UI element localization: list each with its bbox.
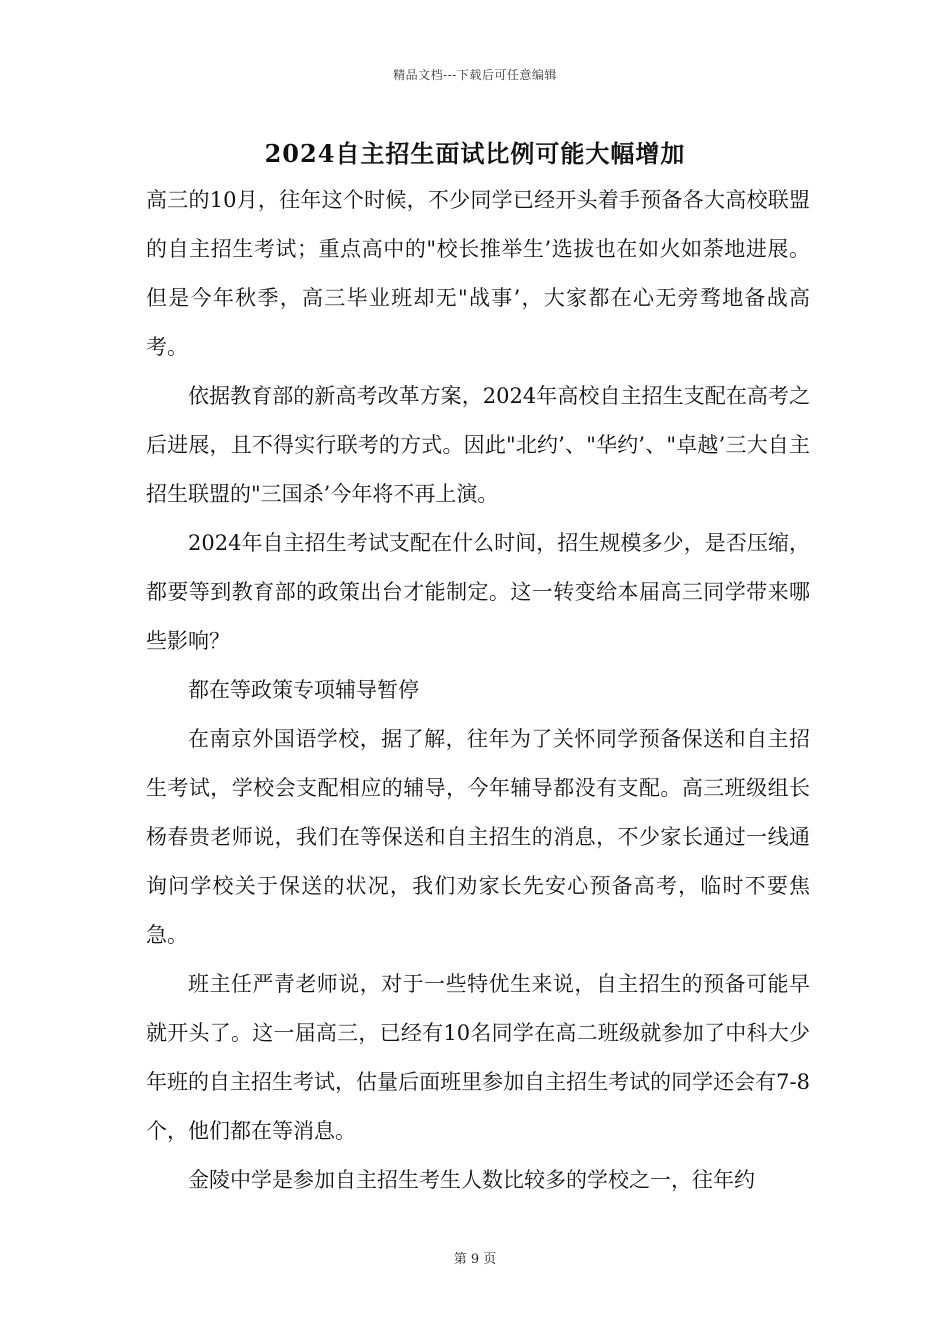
page-number: 第 9 页	[453, 1252, 497, 1267]
paragraph-2: 依据教育部的新高考改革方案，2024年高校自主招生支配在高考之后进展，且不得实行联考的方式。因此"北约’、"华约’、"卓越’三大自主招生联盟的"三国杀’今年将不再上演。	[146, 384, 810, 506]
paragraph-5: 班主任严青老师说，对于一些特优生来说，自主招生的预备可能早就开头了。这一届高三，已经有10名同学在高二班级就参加了中科大少年班的自主招生考试，估量后面班里参加自主招生考试的同学还会有7-8个，他们都在等消息。	[146, 972, 810, 1143]
paragraph-6: 金陵中学是参加自主招生考生人数比较多的学校之一，往年约	[188, 1168, 755, 1192]
document-body	[146, 176, 810, 1205]
document-title: 2024自主招生面试比例可能大幅增加	[264, 139, 686, 168]
paragraph-4: 在南京外国语学校，据了解，往年为了关怀同学预备保送和自主招生考试，学校会支配相应的辅导，今年辅导都没有支配。高三班级组长杨春贵老师说，我们在等保送和自主招生的消息，不少家长通过一线通询问学校关于保送的状况，我们劝家长先安心预备高考，临时不要焦急。	[146, 727, 810, 947]
page-header: 精品文档---下载后可任意编辑	[393, 68, 557, 82]
paragraph-3: 2024年自主招生考试支配在什么时间，招生规模多少，是否压缩，都要等到教育部的政策出台才能制定。这一转变给本届高三同学带来哪些影响？	[146, 531, 810, 653]
paragraph-1: 高三的10月，往年这个时候，不少同学已经开头着手预备各大高校联盟的自主招生考试；重点高中的"校长推举生’选拔也在如火如荼地进展。但是今年秋季，高三毕业班却无"战事’，大家都在心无旁骛地备战高考。	[146, 188, 810, 359]
section-heading: 都在等政策专项辅导暂停	[188, 678, 419, 702]
